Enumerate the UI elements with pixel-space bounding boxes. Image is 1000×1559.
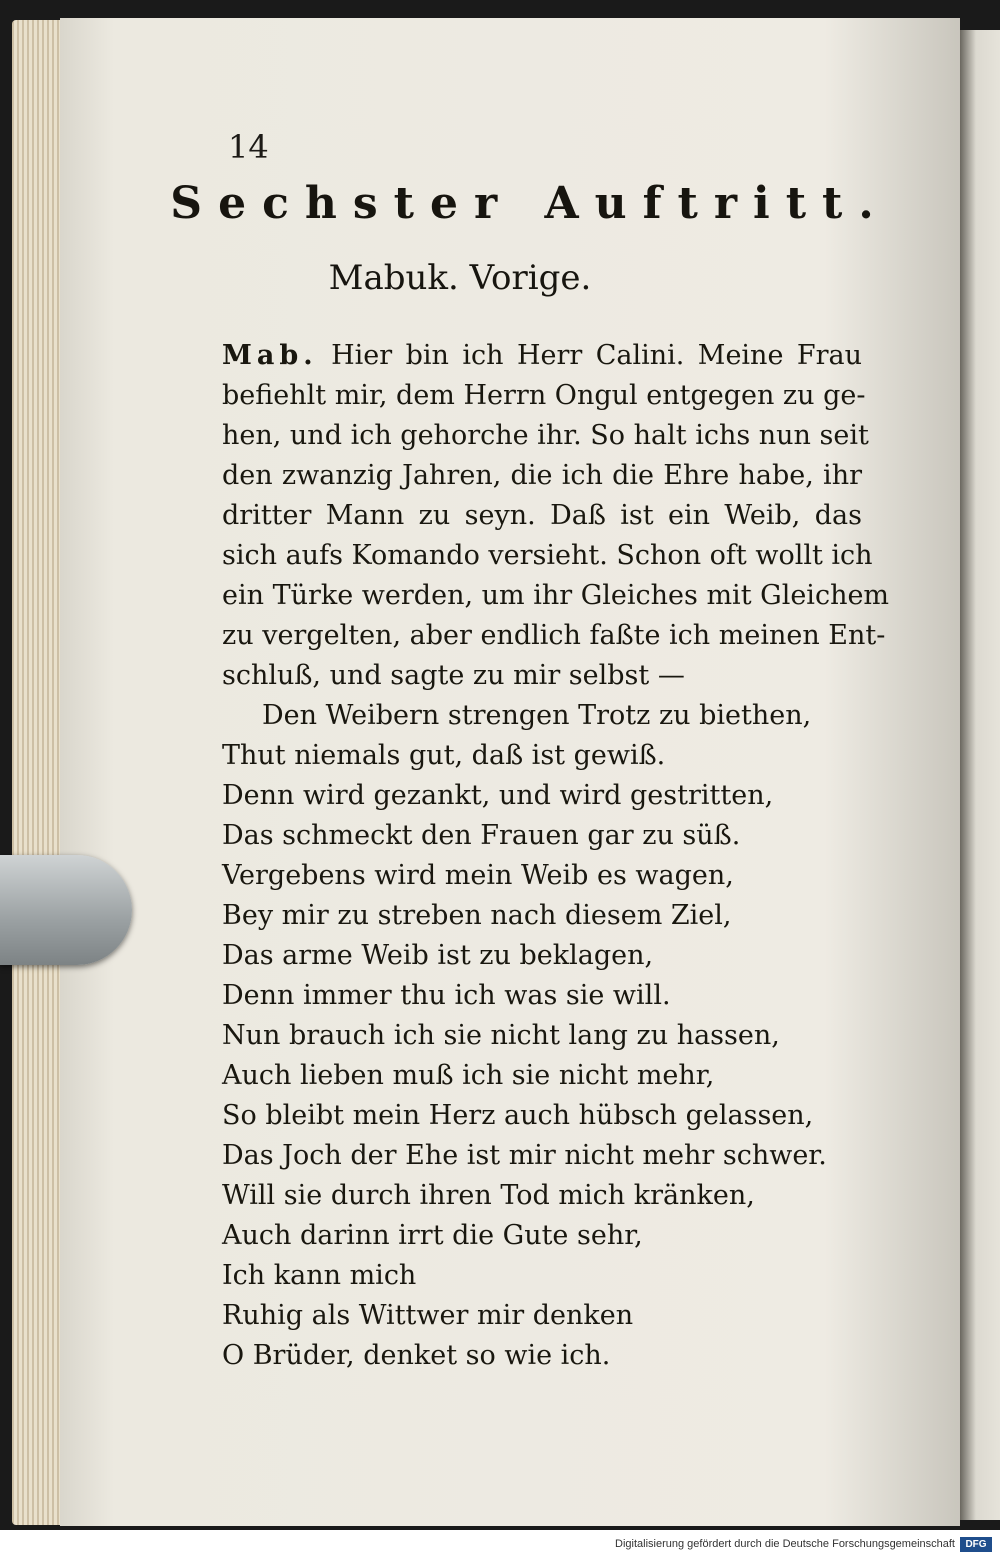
prose-line: ein Türke werden, um ihr Gleiches mit Gleichem (222, 580, 890, 611)
prose-line: zu vergelten, aber endlich faßte ich meinen Ent- (222, 620, 886, 651)
facing-page-edge (960, 30, 1000, 1520)
verse-line: Vergebens wird mein Weib es wagen, (222, 860, 734, 891)
prose-line: sich aufs Komando versieht. Schon oft wollt ich (222, 540, 873, 571)
verse-line: Das schmeckt den Frauen gar zu süß. (222, 820, 741, 851)
verse-block (222, 696, 862, 1376)
verse-line: So bleibt mein Herz auch hübsch gelassen, (222, 1100, 814, 1131)
verse-line: Thut niemals gut, daß ist gewiß. (222, 740, 666, 771)
verse-line: Ich kann mich (222, 1260, 417, 1291)
prose-line: schluß, und sagte zu mir selbst — (222, 660, 685, 691)
scene-title: Sechster Auftritt. (170, 178, 890, 229)
characters-line: Mabuk. Vorige. (328, 258, 592, 298)
prose-line: dritter Mann zu seyn. Daß ist ein Weib, das (222, 500, 862, 531)
footer-bar (0, 1532, 1000, 1559)
verse-line: O Brüder, denket so wie ich. (222, 1340, 611, 1371)
prose-line (222, 336, 862, 376)
dfg-logo: DFG (960, 1537, 992, 1552)
funding-credit: Digitalisierung gefördert durch die Deutsche Forschungsgemeinschaft (615, 1538, 955, 1550)
verse-line: Ruhig als Wittwer mir denken (222, 1300, 634, 1331)
prose-text: Hier bin ich Herr Calini. Meine Frau (317, 340, 862, 371)
verse-line: Nun brauch ich sie nicht lang zu hassen, (222, 1020, 780, 1051)
verse-line: Denn immer thu ich was sie will. (222, 980, 671, 1011)
page-number: 14 (228, 128, 269, 166)
thumb-holding-page (0, 855, 132, 965)
verse-line: Das Joch der Ehe ist mir nicht mehr schwer. (222, 1140, 827, 1171)
verse-line: Will sie durch ihren Tod mich kränken, (222, 1180, 755, 1211)
prose-line: hen, und ich gehorche ihr. So halt ichs nun seit (222, 420, 869, 451)
verse-line: Auch darinn irrt die Gute sehr, (222, 1220, 643, 1251)
prose-line: befiehlt mir, dem Herrn Ongul entgegen zu ge- (222, 380, 866, 411)
speaker-name: Mab. (222, 340, 318, 371)
prose-block (222, 336, 890, 696)
verse-line: Auch lieben muß ich sie nicht mehr, (222, 1060, 715, 1091)
verse-line: Den Weibern strengen Trotz zu biethen, (262, 700, 812, 731)
verse-line: Denn wird gezankt, und wird gestritten, (222, 780, 774, 811)
verse-line: Bey mir zu streben nach diesem Ziel, (222, 900, 732, 931)
page-body (222, 336, 890, 1376)
prose-line: den zwanzig Jahren, die ich die Ehre habe, ihr (222, 460, 862, 491)
verse-line: Das arme Weib ist zu beklagen, (222, 940, 654, 971)
